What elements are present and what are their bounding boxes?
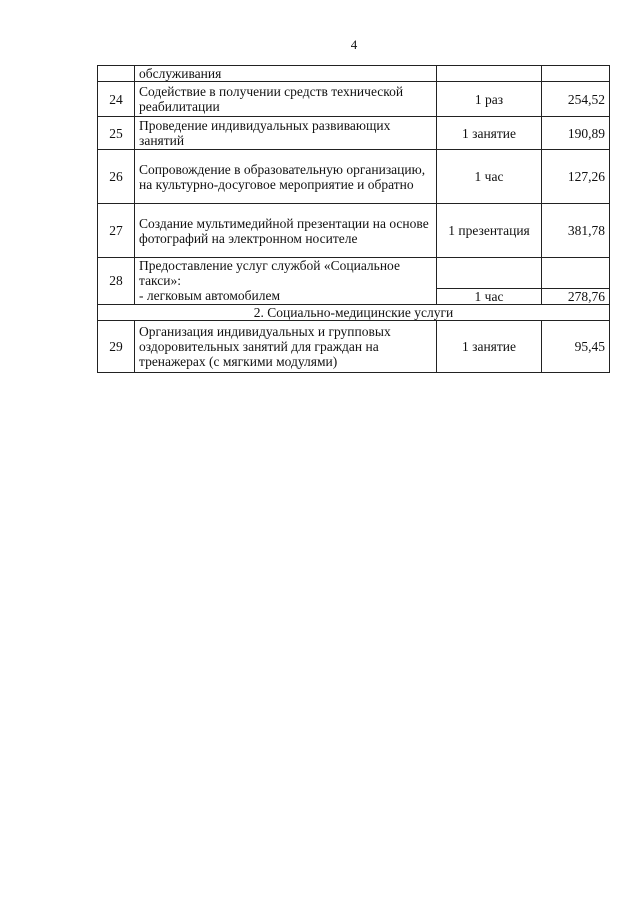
price-cell: 190,89 bbox=[542, 117, 610, 150]
service-name-cell: Организация индивидуальных и групповых оздоровительных занятий для граждан на тренажерах (с мягкими модулями) bbox=[135, 320, 437, 372]
unit-cell: 1 час bbox=[437, 288, 542, 304]
price-cell: 95,45 bbox=[542, 320, 610, 372]
row-number-cell: 25 bbox=[98, 117, 135, 150]
table-row bbox=[98, 117, 610, 150]
row-number-cell: 27 bbox=[98, 204, 135, 258]
service-name-cell: Создание мультимедийной презентации на основе фотографий на электронном носителе bbox=[135, 204, 437, 258]
price-cell: 381,78 bbox=[542, 204, 610, 258]
unit-cell: 1 занятие bbox=[437, 117, 542, 150]
unit-cell: 1 раз bbox=[437, 82, 542, 117]
row-number-cell: 24 bbox=[98, 82, 135, 117]
table-row bbox=[98, 150, 610, 204]
table-row-continuation bbox=[98, 66, 610, 82]
service-name-cell: Проведение индивидуальных развивающих занятий bbox=[135, 117, 437, 150]
table-row bbox=[98, 320, 610, 372]
unit-cell bbox=[437, 258, 542, 289]
service-name-cell: Сопровождение в образовательную организацию, на культурно-досуговое мероприятие и обратно bbox=[135, 150, 437, 204]
services-tariff-table bbox=[97, 65, 610, 373]
table-row bbox=[98, 204, 610, 258]
table-row bbox=[98, 82, 610, 117]
page-number: 4 bbox=[350, 37, 358, 52]
price-cell: 127,26 bbox=[542, 150, 610, 204]
row-number-cell: 28 bbox=[98, 258, 135, 305]
service-name-cell: Содействие в получении средств технической реабилитации bbox=[135, 82, 437, 117]
unit-cell: 1 занятие bbox=[437, 320, 542, 372]
section-row bbox=[98, 304, 610, 320]
price-cell bbox=[542, 66, 610, 82]
unit-cell: 1 презентация bbox=[437, 204, 542, 258]
unit-cell: 1 час bbox=[437, 150, 542, 204]
table-row-sub bbox=[98, 288, 610, 304]
price-cell: 278,76 bbox=[542, 288, 610, 304]
section-title: 2. Социально-медицинские услуги bbox=[98, 304, 610, 320]
table-row bbox=[98, 258, 610, 289]
price-cell: 254,52 bbox=[542, 82, 610, 117]
row-number-cell: 26 bbox=[98, 150, 135, 204]
row-number-cell bbox=[98, 66, 135, 82]
price-cell bbox=[542, 258, 610, 289]
service-name-cell: обслуживания bbox=[135, 66, 437, 82]
unit-cell bbox=[437, 66, 542, 82]
service-subname-cell: - легковым автомобилем bbox=[135, 288, 437, 304]
service-name-cell: Предоставление услуг службой «Социальное такси»: bbox=[135, 258, 437, 289]
row-number-cell: 29 bbox=[98, 320, 135, 372]
